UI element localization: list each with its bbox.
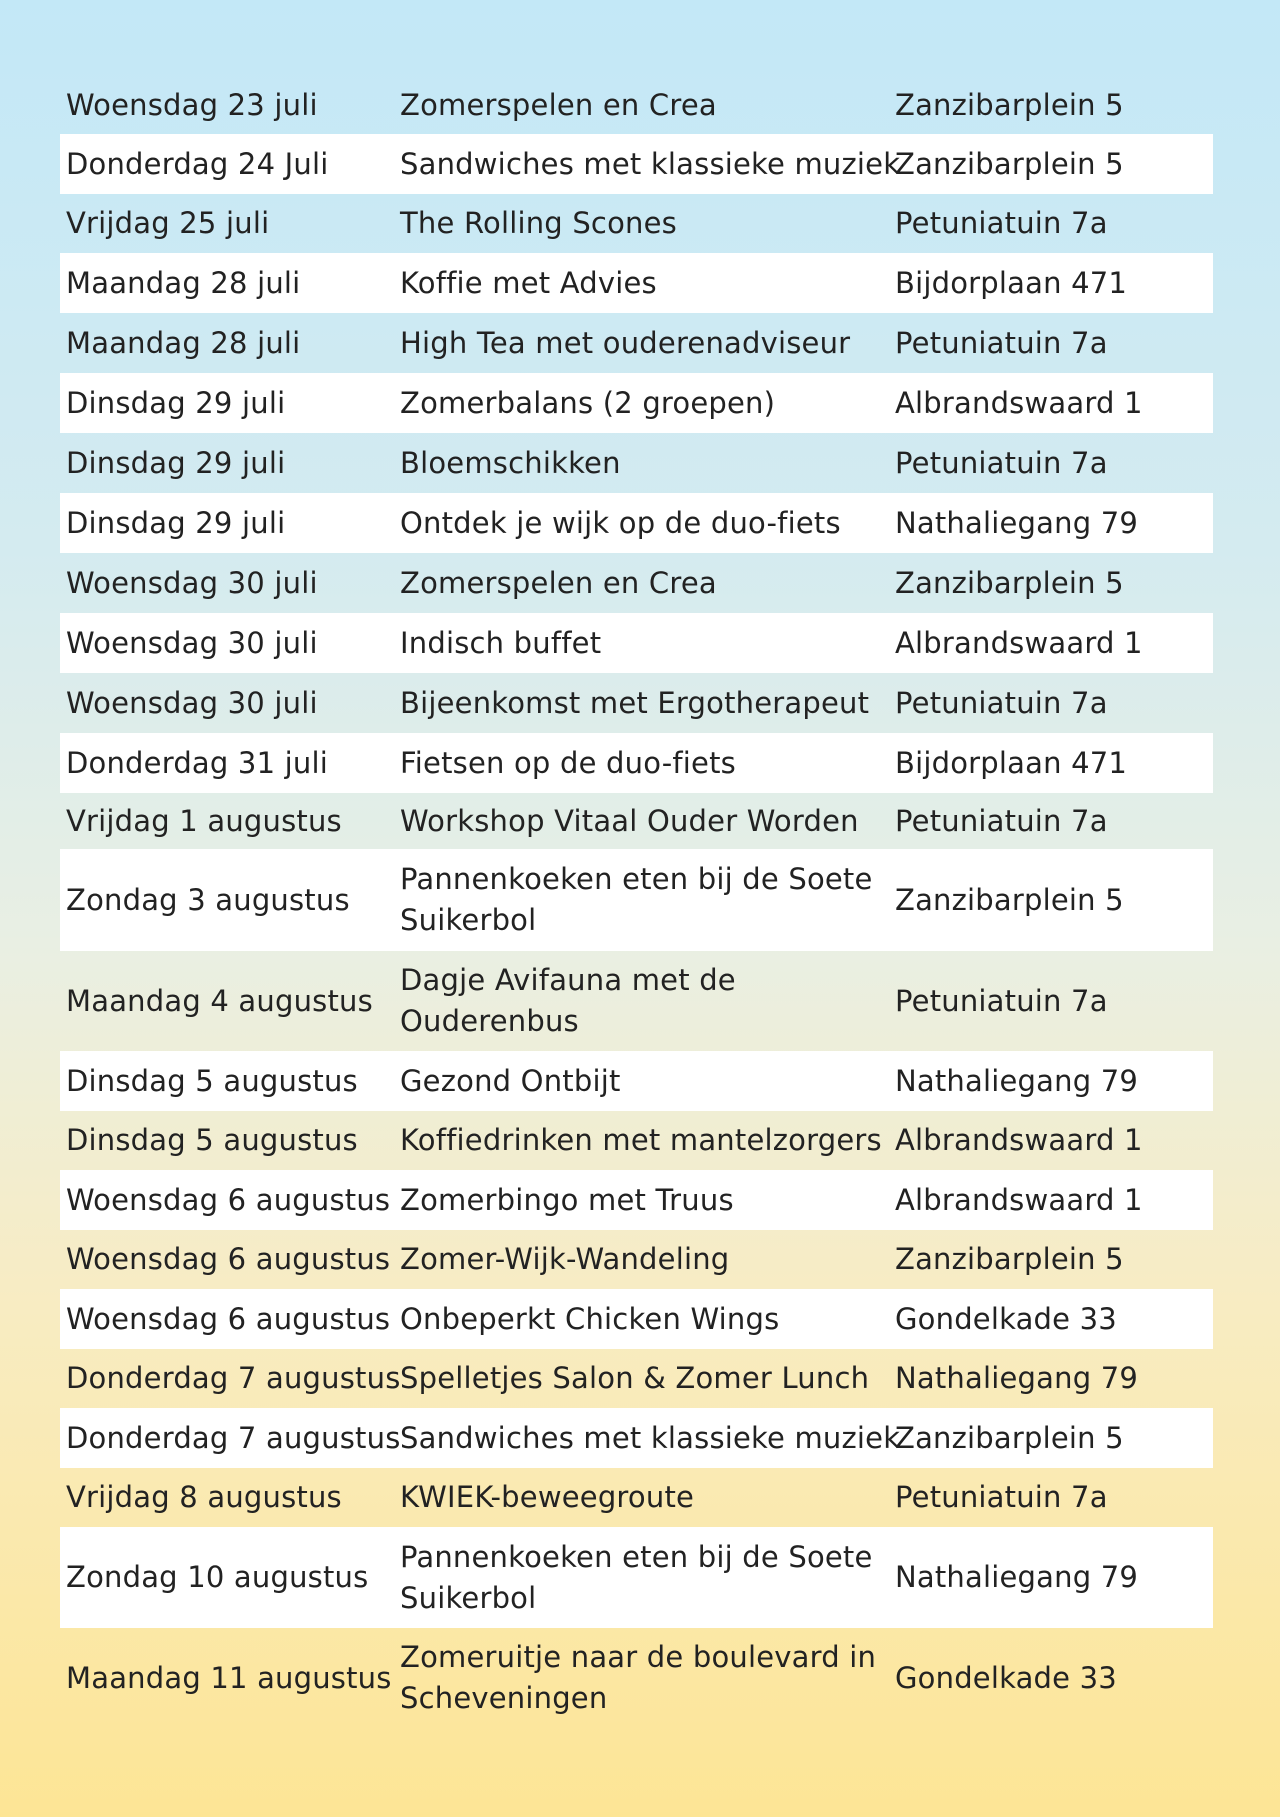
schedule-row: [60, 1349, 1213, 1408]
row-location: Petuniatuin 7a: [895, 206, 1108, 240]
row-activity: Koffiedrinken met mantelzorgers: [400, 1123, 882, 1157]
row-location: Zanzibarplein 5: [895, 146, 1124, 181]
row-location: Zanzibarplein 5: [895, 882, 1124, 917]
schedule-row: [60, 253, 1213, 313]
schedule-row: [60, 1170, 1213, 1230]
row-date: Dinsdag 5 augustus: [66, 1063, 358, 1098]
row-activity: Spelletjes Salon & Zomer Lunch: [400, 1361, 870, 1395]
row-date: Woensdag 6 augustus: [66, 1301, 391, 1336]
schedule-row: [60, 1527, 1213, 1628]
row-location: Albrandswaard 1: [895, 1182, 1143, 1217]
row-date: Woensdag 30 juli: [66, 685, 318, 720]
row-activity-line: Zomeruitje naar de boulevard in: [400, 1640, 877, 1674]
row-date: Dinsdag 5 augustus: [66, 1123, 358, 1157]
row-date: Woensdag 30 juli: [66, 625, 318, 660]
schedule-row: [60, 1468, 1213, 1527]
row-activity: Zomerspelen en Crea: [400, 565, 717, 600]
row-activity: KWIEK-beweegroute: [400, 1480, 695, 1514]
row-activity: Zomerbingo met Truus: [400, 1182, 734, 1217]
row-location: Albrandswaard 1: [895, 1123, 1143, 1157]
row-date: Vrijdag 25 juli: [66, 206, 270, 240]
row-activity: Zomer-Wijk-Wandeling: [400, 1242, 730, 1276]
row-date: Dinsdag 29 juli: [66, 445, 286, 480]
schedule-row: [60, 493, 1213, 553]
row-location: Nathaliegang 79: [895, 1560, 1139, 1594]
row-date: Donderdag 7 augustus: [66, 1420, 401, 1455]
row-date: Woensdag 6 augustus: [66, 1242, 391, 1276]
row-activity: The Rolling Scones: [400, 206, 677, 240]
schedule-row: [60, 194, 1213, 253]
activity-schedule: [60, 76, 1213, 1728]
row-date: Maandag 11 augustus: [66, 1660, 392, 1695]
schedule-row: [60, 76, 1213, 134]
row-activity: Sandwiches met klassieke muziek: [400, 1420, 901, 1455]
schedule-row: [60, 793, 1213, 849]
row-location: Bijdorplaan 471: [895, 265, 1128, 300]
row-date: Donderdag 31 juli: [66, 745, 328, 780]
row-activity-line: Suikerbol: [400, 903, 537, 937]
schedule-row: [60, 553, 1213, 613]
row-date: Woensdag 30 juli: [66, 565, 318, 600]
row-location: Albrandswaard 1: [895, 385, 1143, 420]
row-location: Zanzibarplein 5: [895, 1420, 1124, 1455]
row-location: Petuniatuin 7a: [895, 983, 1108, 1018]
row-date: Maandag 4 augustus: [66, 983, 373, 1018]
schedule-row: [60, 613, 1213, 673]
row-activity-line: Scheveningen: [400, 1681, 608, 1715]
row-location: Petuniatuin 7a: [895, 325, 1108, 360]
row-activity: High Tea met ouderenadviseur: [400, 325, 851, 360]
schedule-row: [60, 1111, 1213, 1170]
row-date: Zondag 10 augustus: [66, 1560, 369, 1594]
row-location: Petuniatuin 7a: [895, 445, 1108, 480]
row-date: Woensdag 23 juli: [66, 87, 318, 122]
schedule-row: [60, 849, 1213, 951]
row-location: Gondelkade 33: [895, 1301, 1117, 1336]
row-activity-line: Ouderenbus: [400, 1004, 579, 1038]
row-date: Dinsdag 29 juli: [66, 385, 286, 420]
row-date: Woensdag 6 augustus: [66, 1182, 391, 1217]
schedule-row: [60, 134, 1213, 194]
row-date: Maandag 28 juli: [66, 325, 301, 360]
schedule-row: [60, 673, 1213, 733]
schedule-row: [60, 1628, 1213, 1728]
row-activity: [400, 1537, 895, 1619]
row-date: Donderdag 7 augustus: [66, 1361, 401, 1395]
row-activity: Sandwiches met klassieke muziek: [400, 146, 901, 181]
row-activity: Workshop Vitaal Ouder Worden: [400, 803, 859, 838]
row-location: Albrandswaard 1: [895, 625, 1143, 660]
schedule-row: [60, 1289, 1213, 1349]
row-activity: [400, 1637, 895, 1719]
row-location: Zanzibarplein 5: [895, 565, 1124, 600]
schedule-row: [60, 1230, 1213, 1289]
row-date: Maandag 28 juli: [66, 265, 301, 300]
row-location: Petuniatuin 7a: [895, 685, 1108, 720]
schedule-row: [60, 1051, 1213, 1111]
row-activity-line: Suikerbol: [400, 1580, 537, 1615]
row-activity: [400, 960, 895, 1042]
row-activity: Bloemschikken: [400, 445, 621, 480]
row-location: Petuniatuin 7a: [895, 1480, 1108, 1514]
row-activity: Indisch buffet: [400, 625, 602, 660]
row-activity: Zomerspelen en Crea: [400, 87, 717, 122]
row-activity: Fietsen op de duo-fiets: [400, 745, 736, 780]
row-date: Zondag 3 augustus: [66, 882, 350, 917]
row-activity: Ontdek je wijk op de duo-fiets: [400, 505, 841, 540]
schedule-row: [60, 733, 1213, 793]
row-location: Petuniatuin 7a: [895, 803, 1108, 838]
schedule-row: [60, 373, 1213, 433]
row-date: Vrijdag 8 augustus: [66, 1480, 342, 1514]
row-date: Donderdag 24 Juli: [66, 146, 329, 181]
schedule-row: [60, 951, 1213, 1051]
row-activity: [400, 859, 895, 941]
row-activity: Gezond Ontbijt: [400, 1063, 621, 1098]
row-location: Zanzibarplein 5: [895, 87, 1124, 122]
row-activity: Onbeperkt Chicken Wings: [400, 1301, 780, 1336]
row-location: Gondelkade 33: [895, 1660, 1117, 1695]
row-location: Nathaliegang 79: [895, 1361, 1139, 1395]
row-date: Dinsdag 29 juli: [66, 505, 286, 540]
row-activity-line: Pannenkoeken eten bij de Soete: [400, 862, 873, 896]
row-activity-line: Pannenkoeken eten bij de Soete: [400, 1539, 873, 1574]
row-location: Nathaliegang 79: [895, 505, 1139, 540]
row-location: Nathaliegang 79: [895, 1063, 1139, 1098]
row-location: Zanzibarplein 5: [895, 1242, 1124, 1276]
row-activity: Zomerbalans (2 groepen): [400, 385, 776, 420]
schedule-row: [60, 1408, 1213, 1468]
row-activity: Koffie met Advies: [400, 265, 657, 300]
row-date: Vrijdag 1 augustus: [66, 803, 342, 838]
row-activity: Bijeenkomst met Ergotherapeut: [400, 685, 870, 720]
schedule-row: [60, 313, 1213, 373]
row-activity-line: Dagje Avifauna met de: [400, 963, 736, 997]
schedule-row: [60, 433, 1213, 493]
row-location: Bijdorplaan 471: [895, 745, 1128, 780]
